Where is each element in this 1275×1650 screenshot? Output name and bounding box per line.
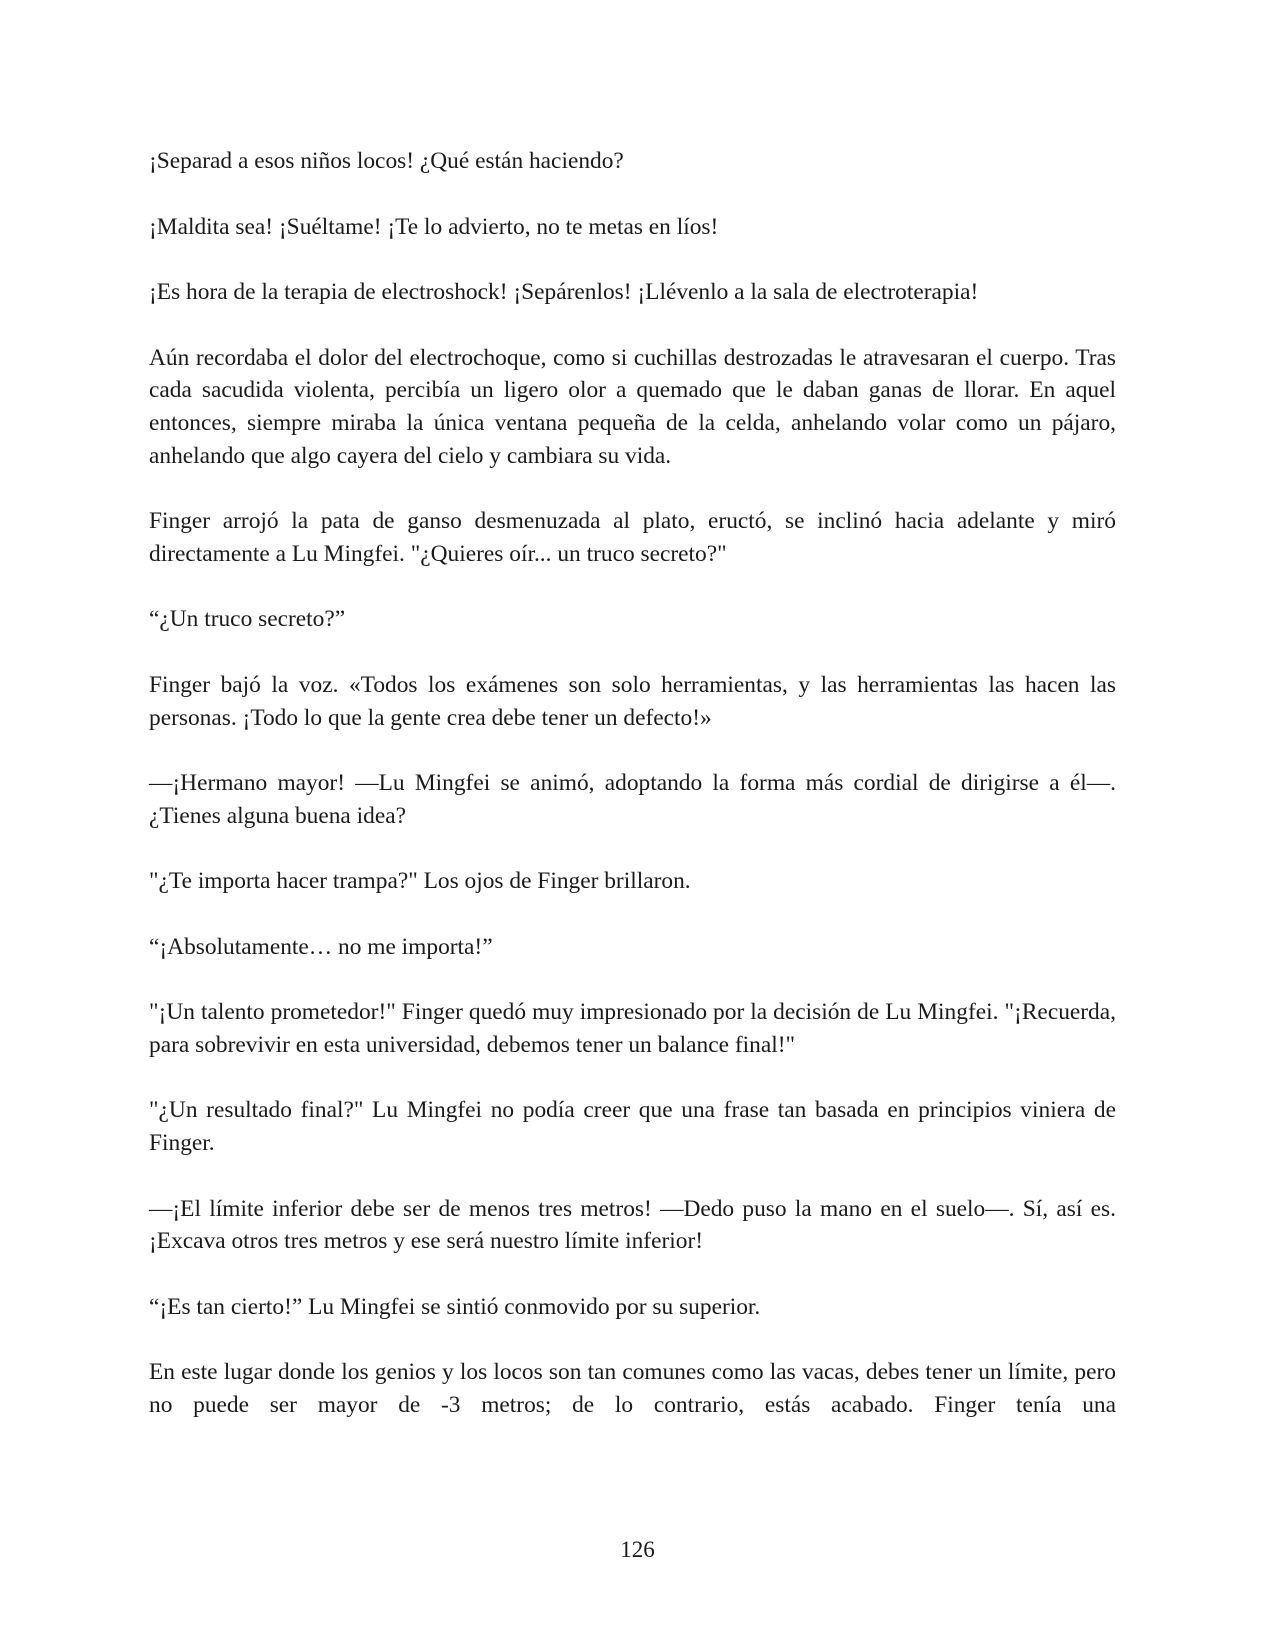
paragraph-5: Finger arrojó la pata de ganso desmenuzada al plato, eructó, se inclinó hacia adelante y miró directamente a Lu Mingfei. "¿Quieres oír... un truco secreto?" bbox=[149, 508, 1116, 567]
paragraph-1: ¡Separad a esos niños locos! ¿Qué están haciendo? bbox=[149, 148, 624, 174]
page-number: 126 bbox=[620, 1537, 655, 1562]
body-text bbox=[149, 145, 1116, 1422]
paragraph-9: "¿Te importa hacer trampa?" Los ojos de Finger brillaron. bbox=[149, 868, 691, 895]
paragraph-14: “¡Es tan cierto!” Lu Mingfei se sintió conmovido por su superior. bbox=[149, 1293, 761, 1320]
paragraph-4: Aún recordaba el dolor del electrochoque, como si cuchillas destrozadas le atravesaran el cuerpo. Tras cada sacudida violenta, percibía un ligero olor a quemado que le daban ganas de llorar. En aquel entonces, siempre miraba la única ventana pequeña de la celda, anhelando volar como un pájaro, anhelando que algo cayera del cielo y cambiara su vida. bbox=[149, 344, 1116, 469]
paragraph-3: ¡Es hora de la terapia de electroshock! ¡Sepárenlos! ¡Llévenlo a la sala de electroterapia! bbox=[149, 279, 979, 305]
paragraph-7: Finger bajó la voz. «Todos los exámenes son solo herramientas, y las herramientas las hacen las personas. ¡Todo lo que la gente crea debe tener un defecto!» bbox=[149, 671, 1116, 731]
paragraph-6: “¿Un truco secreto?” bbox=[149, 606, 346, 633]
paragraph-15: En este lugar donde los genios y los locos son tan comunes como las vacas, debes tener un límite, pero no puede ser mayor de -3 metros; de lo contrario, estás acabado. Finger tenía una bbox=[149, 1359, 1116, 1419]
paragraph-10: “¡Absolutamente… no me importa!” bbox=[149, 933, 493, 960]
paragraph-12: "¿Un resultado final?" Lu Mingfei no podía creer que una frase tan basada en principios viniera de Finger. bbox=[149, 1097, 1116, 1157]
paragraph-8: —¡Hermano mayor! —Lu Mingfei se animó, adoptando la forma más cordial de dirigirse a él—. ¿Tienes alguna buena idea? bbox=[149, 770, 1116, 829]
paragraph-2: ¡Maldita sea! ¡Suéltame! ¡Te lo advierto, no te metas en líos! bbox=[149, 213, 719, 240]
paragraph-13: —¡El límite inferior debe ser de menos tres metros! —Dedo puso la mano en el suelo—. Sí, así es. ¡Excava otros tres metros y ese será nuestro límite inferior! bbox=[149, 1195, 1116, 1255]
paragraph-11: "¡Un talento prometedor!" Finger quedó muy impresionado por la decisión de Lu Mingfei. "¡Recuerda, para sobrevivir en esta universidad, debemos tener un balance final!" bbox=[149, 999, 1116, 1058]
